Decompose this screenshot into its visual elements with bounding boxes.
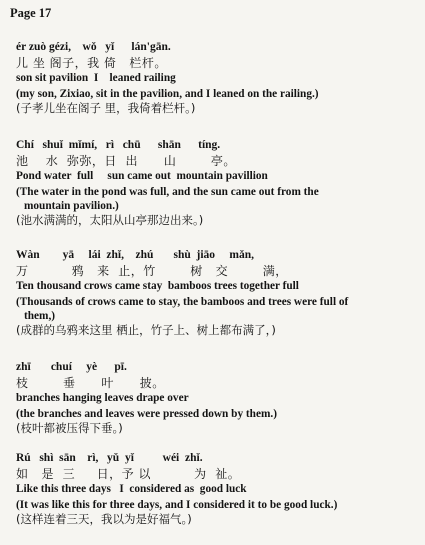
- english-translation-continuation: them,): [24, 309, 56, 322]
- hanzi-line: 万 鸦 来 止，竹 树 交 满，: [16, 263, 288, 278]
- gloss-line: son sit pavilion I leaned railing: [16, 72, 176, 84]
- hanzi-line: 池 水 弥弥，日 出 山 亭。: [16, 153, 236, 168]
- gloss-line: Ten thousand crows came stay bamboos trees together full: [16, 280, 299, 292]
- pinyin-line: ér zuò gézi, wǒ yǐ lán'gān.: [16, 41, 171, 53]
- stanza-5: [16, 451, 418, 527]
- gloss-line: branches hanging leaves drape over: [16, 392, 189, 404]
- stanza-2: [16, 138, 418, 228]
- gloss-line: Like this three days I considered as good luck: [16, 483, 247, 495]
- pinyin-line: zhī chuí yè pī.: [16, 361, 127, 373]
- gloss-line: Pond water full sun came out mountain pavillion: [16, 170, 268, 182]
- chinese-translation: (这样连着三天，我以为是好福气。): [16, 511, 192, 526]
- hanzi-line: 如 是 三 日，予 以 为 祉。: [16, 466, 241, 481]
- hanzi-line: 枝 垂 叶 披。: [16, 375, 165, 390]
- english-translation: (my son, Zixiao, sit in the pavilion, and I leaned on the railing.): [16, 87, 319, 100]
- page-number: Page 17: [10, 6, 52, 20]
- english-translation: [16, 185, 418, 213]
- english-translation: (It was like this for three days, and I considered it to be good luck.): [16, 498, 338, 511]
- stanza-3: [16, 248, 418, 338]
- chinese-translation: (子孝儿坐在阁子 里，我倚着栏杆。): [16, 100, 196, 115]
- english-translation: (the branches and leaves were pressed down by them.): [16, 407, 277, 420]
- chinese-translation: (枝叶都被压得下垂。): [16, 420, 123, 435]
- pinyin-line: Rú shì sān rì, yǔ yǐ wéi zhǐ.: [16, 452, 203, 464]
- pinyin-line: Wàn yā lái zhǐ, zhú shù jiāo mǎn,: [16, 249, 255, 261]
- english-translation-line: (Thousands of crows came to stay, the bamboos and trees were full of: [16, 295, 349, 308]
- english-translation-line: (The water in the pond was full, and the sun came out from the: [16, 185, 319, 198]
- english-translation-continuation: mountain pavilion.): [24, 199, 119, 212]
- stanza-1: [16, 40, 418, 116]
- stanza-4: [16, 360, 418, 436]
- chinese-translation: (成群的乌鸦来这里 栖止，竹子上、树上都布满了，): [16, 322, 276, 337]
- chinese-translation: (池水满满的，太阳从山亭那边出来。): [16, 212, 204, 227]
- pinyin-line: Chí shuǐ mǐmí, rì chū shān tíng.: [16, 139, 221, 151]
- english-translation: [16, 295, 418, 323]
- hanzi-line: 儿 坐 阁子，我 倚 栏杆。: [16, 55, 167, 70]
